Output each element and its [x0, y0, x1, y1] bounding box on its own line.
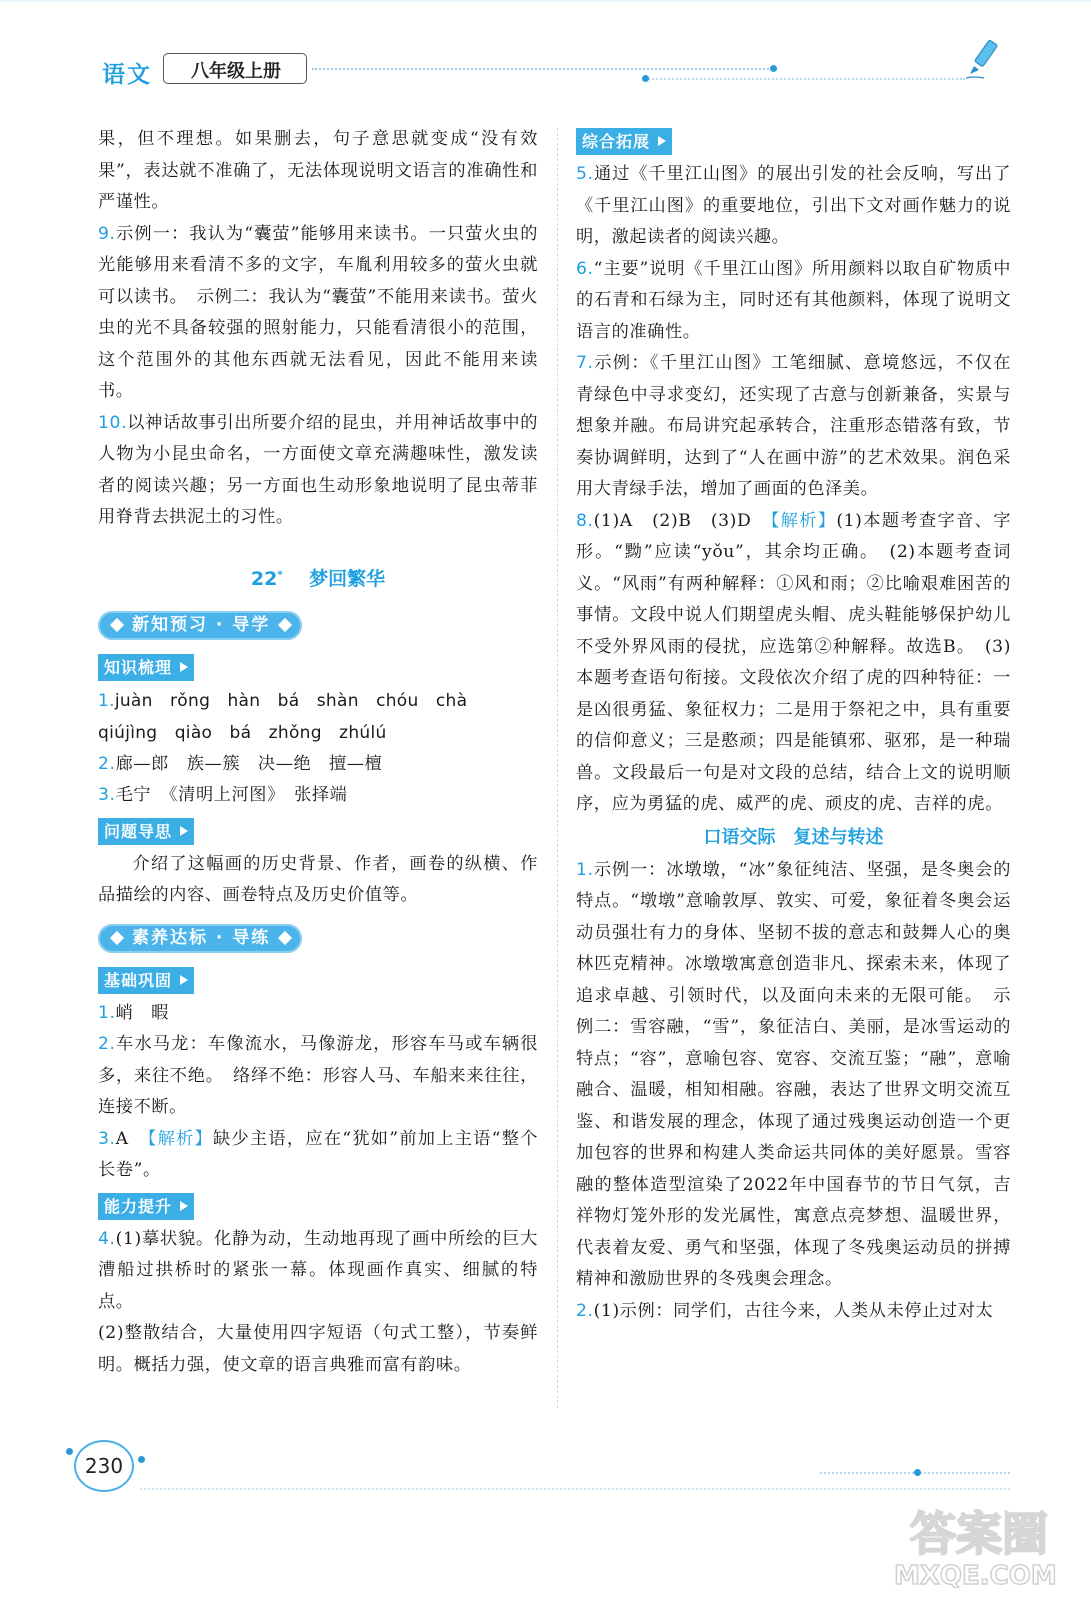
- answer-10: [98, 408, 538, 534]
- pen-icon: [962, 38, 1006, 82]
- watermark-logo: [880, 1488, 1070, 1588]
- answer-text: 示例：《千里江山图》工笔细腻、意境悠远，不仅在青绿色中寻求变幻，还实现了古意与创新兼备，实景与想象并融。布局讲究起承转合，注重形态错落有致，节奏协调鲜明，达到了“人在画中游”的艺术效果。润色采用大青绿手法，增加了画面的色泽美。: [576, 353, 1011, 499]
- header-dotted-rule-2: [645, 78, 965, 80]
- answer-9: [98, 219, 538, 408]
- grade-label: 八年级上册: [191, 61, 281, 82]
- answer-number: 1.: [576, 859, 594, 880]
- basics-3: [98, 1124, 538, 1187]
- ability-4-1: [98, 1224, 538, 1319]
- answer-text: (1)示例：同学们，古往今来，人类从未停止过对太: [593, 1300, 994, 1321]
- answer-choice: (1)A (2)B (3)D: [593, 510, 771, 531]
- answer-7: [576, 348, 1011, 506]
- ability-4-2: (2)整散结合，大量使用四字短语（句式工整），节奏鲜明。概括力强，使文章的语言典雅而富有韵味。: [98, 1323, 538, 1375]
- left-column: [98, 124, 538, 1381]
- header-dotted-rule: [312, 68, 777, 70]
- answer-text: 示例一：我认为“囊萤”能够用来读书。一只萤火虫的光能够用来看清不多的文字，车胤利用较多的萤火虫就可以读书。 示例二：我认为“囊萤”不能用来读书。萤火虫的光不具备较强的照射能力，只能看清很小的范围，这个范围外的其他东西就无法看见，因此不能用来读书。: [98, 223, 538, 401]
- header-dot: [642, 75, 649, 82]
- answer-number: 7.: [576, 353, 594, 373]
- answer-number: 5.: [576, 164, 594, 184]
- answer-number: 2.: [98, 1034, 116, 1054]
- footer-dot: [138, 1456, 145, 1463]
- watermark-text: MXQE.COM: [894, 1561, 1057, 1588]
- diamond-icon: [110, 930, 124, 944]
- answer-number: 4.: [98, 1228, 116, 1249]
- answer-number: 2.: [98, 753, 116, 774]
- answer-number: 1.: [98, 1002, 116, 1023]
- answer-text: 通过《千里江山图》的展出引发的社会反响，写出了《千里江山图》的重要地位，引出下文对画作魅力的说明，激起读者的阅读兴趣。: [576, 164, 1011, 247]
- subject-label: 语文: [102, 62, 152, 88]
- oral-answer-1: [576, 855, 1011, 1296]
- oral-answer-2: [576, 1296, 1011, 1328]
- answer-continued: 果，但不理想。如果删去，句子意思就变成“没有效果”，表达就不准确了，无法体现说明文语言的准确性和严谨性。: [98, 129, 538, 212]
- pinyin-line-2: qiújìng qiào bá zhǒng zhúlú: [98, 722, 387, 743]
- knowledge-3: [98, 780, 538, 812]
- section-pill-practice: [98, 924, 302, 953]
- answer-number: 3.: [98, 785, 116, 805]
- tag-ability: 能力提升: [98, 1193, 194, 1220]
- answer-text: 毛宁 《清明上河图》 张择端: [115, 785, 348, 805]
- lesson-number: 22: [250, 567, 278, 590]
- grade-badge: [163, 53, 307, 84]
- answer-number: 8.: [576, 510, 594, 531]
- answer-choice: A: [115, 1128, 148, 1149]
- answer-text: (1)摹状貌。化静为动，生动地再现了画中所绘的巨大漕船过拱桥时的紧张一幕。体现画作真实、细腻的特点。: [98, 1228, 538, 1312]
- footer-dot: [66, 1448, 73, 1455]
- answer-number: 10.: [98, 412, 128, 433]
- answer-number: 1.: [98, 690, 115, 711]
- oral-section-title: 口语交际 复述与转述: [703, 826, 884, 848]
- header-top-rule: [0, 0, 1091, 2]
- tag-extension: 综合拓展: [576, 128, 672, 155]
- answer-8: [576, 506, 1011, 821]
- answer-6: [576, 254, 1011, 349]
- basics-1: [98, 998, 538, 1030]
- lesson-name: 梦回繁华: [309, 567, 386, 590]
- header-dot: [770, 65, 777, 72]
- answer-5: [576, 159, 1011, 254]
- footer-dot: [914, 1469, 921, 1476]
- pill-label: 素养达标 · 导练: [132, 927, 271, 948]
- answer-text: 缺少主语，应在“犹如”前加上主语“整个长卷”。: [98, 1128, 538, 1180]
- lesson-star: *: [277, 569, 283, 581]
- pinyin-text: juàn rǒng hàn bá shàn chóu chà: [114, 690, 468, 711]
- page-number: 230: [84, 1454, 124, 1478]
- answer-text: 以神话故事引出所要介绍的昆虫，并用神话故事中的人物为小昆虫命名，一方面使文章充满趣味性，激发读者的阅读兴趣；另一方面也生动形象地说明了昆虫蒂菲用脊背去拱泥土的习性。: [98, 412, 538, 527]
- basics-2: [98, 1029, 538, 1124]
- answer-text: 峭 暇: [115, 1002, 169, 1023]
- analysis-label: 【解析】: [147, 1128, 214, 1149]
- question-guide-text: 介绍了这幅画的历史背景、作者，画卷的纵横、作品描绘的内容、画卷特点及历史价值等。: [98, 853, 538, 905]
- knowledge-2: [98, 749, 538, 781]
- diamond-icon: [110, 617, 124, 631]
- page-header: [0, 0, 1091, 95]
- column-divider: [557, 128, 558, 1408]
- tag-knowledge: 知识梳理: [98, 654, 194, 681]
- svg-text:答案圈: 答案圈: [910, 1507, 1048, 1561]
- answer-text: 车水马龙：车像流水，马像游龙，形容车马或车辆很多，来往不绝。 络绎不绝：形容人马、车船来来往往，连接不断。: [98, 1034, 538, 1117]
- answer-number: 9.: [98, 223, 116, 244]
- diamond-icon: [278, 930, 292, 944]
- answer-text: 示例一：冰墩墩，“冰”象征纯洁、坚强，是冬奥会的特点。“墩墩”意喻敦厚、敦实、可爱，象征着冬奥会运动员强壮有力的身体、坚韧不拔的意志和鼓舞人心的奥林匹克精神。冰墩墩寓意创造非凡、探索未来，体现了追求卓越、引领时代，以及面向未来的无限可能。 示例二：雪容融，“雪”，象征洁白、美丽，是冰雪运动的特点；“容”，意喻包容、宽容、交流互鉴；“融”，意喻融合、温暖，相知相融。容融，表达了世界文明交流互鉴、和谐发展的理念，体现了通过残奥运动创造一个更加包容的世界和构建人类命运共同体的美好愿景。雪容融的整体造型渲染了2022年中国春节的节日气氛，吉祥物灯笼外形的发光属性，寓意点亮梦想、温暖世界，代表着友爱、勇气和坚强，体现了冬残奥运动员的拼搏精神和激励世界的冬残奥会理念。: [576, 859, 1011, 1289]
- pinyin-line-1: [98, 685, 538, 717]
- answer-text: 廊—郎 族—簇 决—绝 擅—檀: [115, 753, 383, 774]
- answer-text: “主要”说明《千里江山图》所用颜料以取自矿物质中的石青和石绿为主，同时还有其他颜料，体现了说明文语言的准确性。: [576, 258, 1011, 342]
- answer-number: 3.: [98, 1128, 116, 1149]
- answer-text: (1)本题考查字音、字形。“黝”应读“yǒu”，其余均正确。 (2)本题考查词义。“风雨”有两种解释：①风和雨；②比喻艰难困苦的事情。文段中说人们期望虎头帽、虎头鞋能够保护幼儿不受外界风雨的侵扰，应选第②种解释。故选B。 (3)本题考查语句衔接。文段依次介绍了虎的四种特征：一是凶很勇猛、象征权力；二是用于祭祀之中，具有重要的信仰意义；三是憨顽；四是能镇邪、驱邪，是一种瑞兽。文段最后一句是对文段的总结，结合上文的说明顺序，应为勇猛的虎、威严的虎、顽皮的虎、吉祥的虎。: [576, 510, 1011, 814]
- lesson-title: [98, 564, 538, 591]
- pill-label: 新知预习 · 导学: [132, 614, 271, 635]
- answer-number: 2.: [576, 1300, 594, 1321]
- right-column: [576, 124, 1011, 1327]
- diamond-icon: [278, 617, 292, 631]
- tag-question-guide: 问题导思: [98, 818, 194, 845]
- section-pill-preview: [98, 611, 302, 640]
- tag-basics: 基础巩固: [98, 967, 194, 994]
- page-number-badge: [74, 1440, 134, 1492]
- analysis-label: 【解析】: [770, 510, 837, 531]
- answer-number: 6.: [576, 258, 594, 279]
